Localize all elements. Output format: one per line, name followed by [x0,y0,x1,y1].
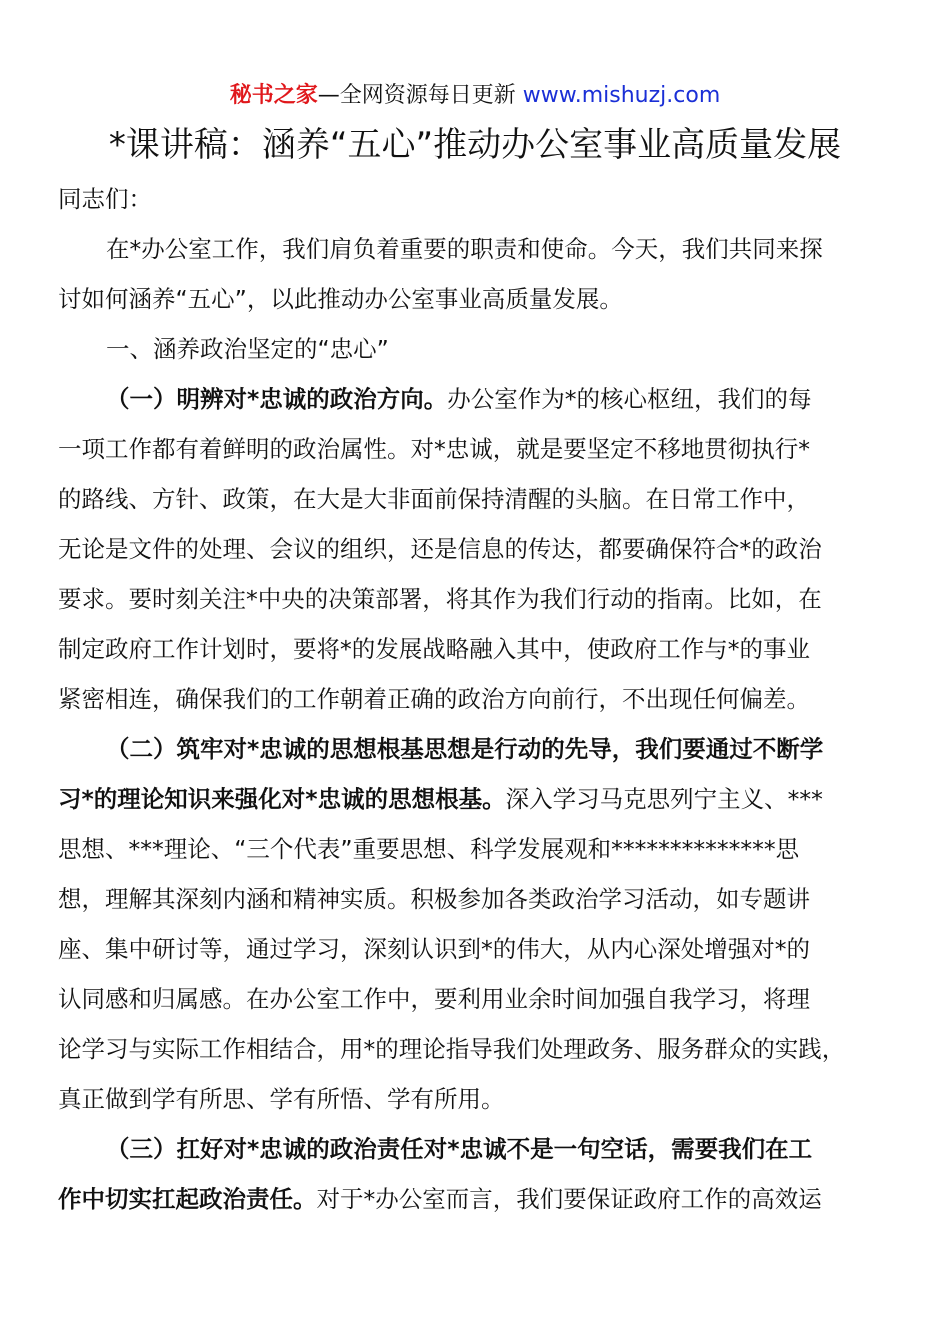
body-text: 真正做到学有所思、学有所悟、学有所用。 [58,1085,505,1113]
body-line [58,874,896,924]
body-text: 思想、***理论、“三个代表”重要思想、科学发展观和**************思 [58,835,800,863]
bold-heading-text: （二）筑牢对*忠诚的思想根基思想是行动的先导，我们要通过不断学 [106,735,824,763]
brand-name: 秘书之家 [229,83,318,108]
body-text: 的路线、方针、政策，在大是大非面前保持清醒的头脑。在日常工作中， [58,485,810,513]
bold-heading-text: 习*的理论知识来强化对*忠诚的思想根基。 [58,785,506,813]
body-line [58,374,896,424]
header-tagline: —全网资源每日更新 [317,83,523,108]
body-text: 想，理解其深刻内涵和精神实质。积极参加各类政治学习活动，如专题讲 [58,885,810,913]
bold-heading-text: 作中切实扛起政治责任。 [58,1185,317,1213]
body-text: 同志们： [58,185,152,213]
site-header [0,80,950,112]
body-text: 办公室作为*的核心枢纽，我们的每 [447,385,812,413]
body-text: 深入学习马克思列宁主义、*** [505,785,823,813]
body-line [58,1124,896,1174]
body-text: 座、集中研讨等，通过学习，深刻认识到*的伟大，从内心深处增强对*的 [58,935,810,963]
body-line [58,1024,896,1074]
site-url[interactable]: www.mishuzj.com [522,83,721,108]
body-line [58,174,896,224]
document-title: *课讲稿：涵养“五心”推动办公室事业高质量发展 [108,125,842,165]
body-line [58,824,896,874]
body-text: 一、涵养政治坚定的“忠心” [106,335,389,363]
body-text: 无论是文件的处理、会议的组织，还是信息的传达，都要确保符合*的政治 [58,535,822,563]
body-line [58,724,896,774]
body-line [58,274,896,324]
body-line [58,624,896,674]
body-line [58,674,896,724]
body-text: 一项工作都有着鲜明的政治属性。对*忠诚，就是要坚定不移地贯彻执行* [58,435,810,463]
body-line [58,524,896,574]
body-text: 认同感和归属感。在办公室工作中，要利用业余时间加强自我学习，将理 [58,985,810,1013]
body-line [58,1174,896,1224]
document-body [58,174,896,1224]
body-text: 讨如何涵养“五心”，以此推动办公室事业高质量发展。 [58,285,623,313]
body-line [58,474,896,524]
body-text: 紧密相连，确保我们的工作朝着正确的政治方向前行，不出现任何偏差。 [58,685,810,713]
body-line [58,574,896,624]
body-text: 论学习与实际工作相结合，用*的理论指导我们处理政务、服务群众的实践， [58,1035,846,1063]
bold-heading-text: （一）明辨对*忠诚的政治方向。 [106,385,448,413]
body-line [58,924,896,974]
body-line [58,224,896,274]
body-line [58,324,896,374]
body-text: 对于*办公室而言，我们要保证政府工作的高效运 [316,1185,822,1213]
body-text: 制定政府工作计划时，要将*的发展战略融入其中，使政府工作与*的事业 [58,635,810,663]
body-text: 要求。要时刻关注*中央的决策部署，将其作为我们行动的指南。比如，在 [58,585,822,613]
body-line [58,974,896,1024]
body-text: 在*办公室工作，我们肩负着重要的职责和使命。今天，我们共同来探 [106,235,823,263]
body-line [58,1074,896,1124]
bold-heading-text: （三）扛好对*忠诚的政治责任对*忠诚不是一句空话，需要我们在工 [106,1135,813,1163]
body-line [58,774,896,824]
body-line [58,424,896,474]
